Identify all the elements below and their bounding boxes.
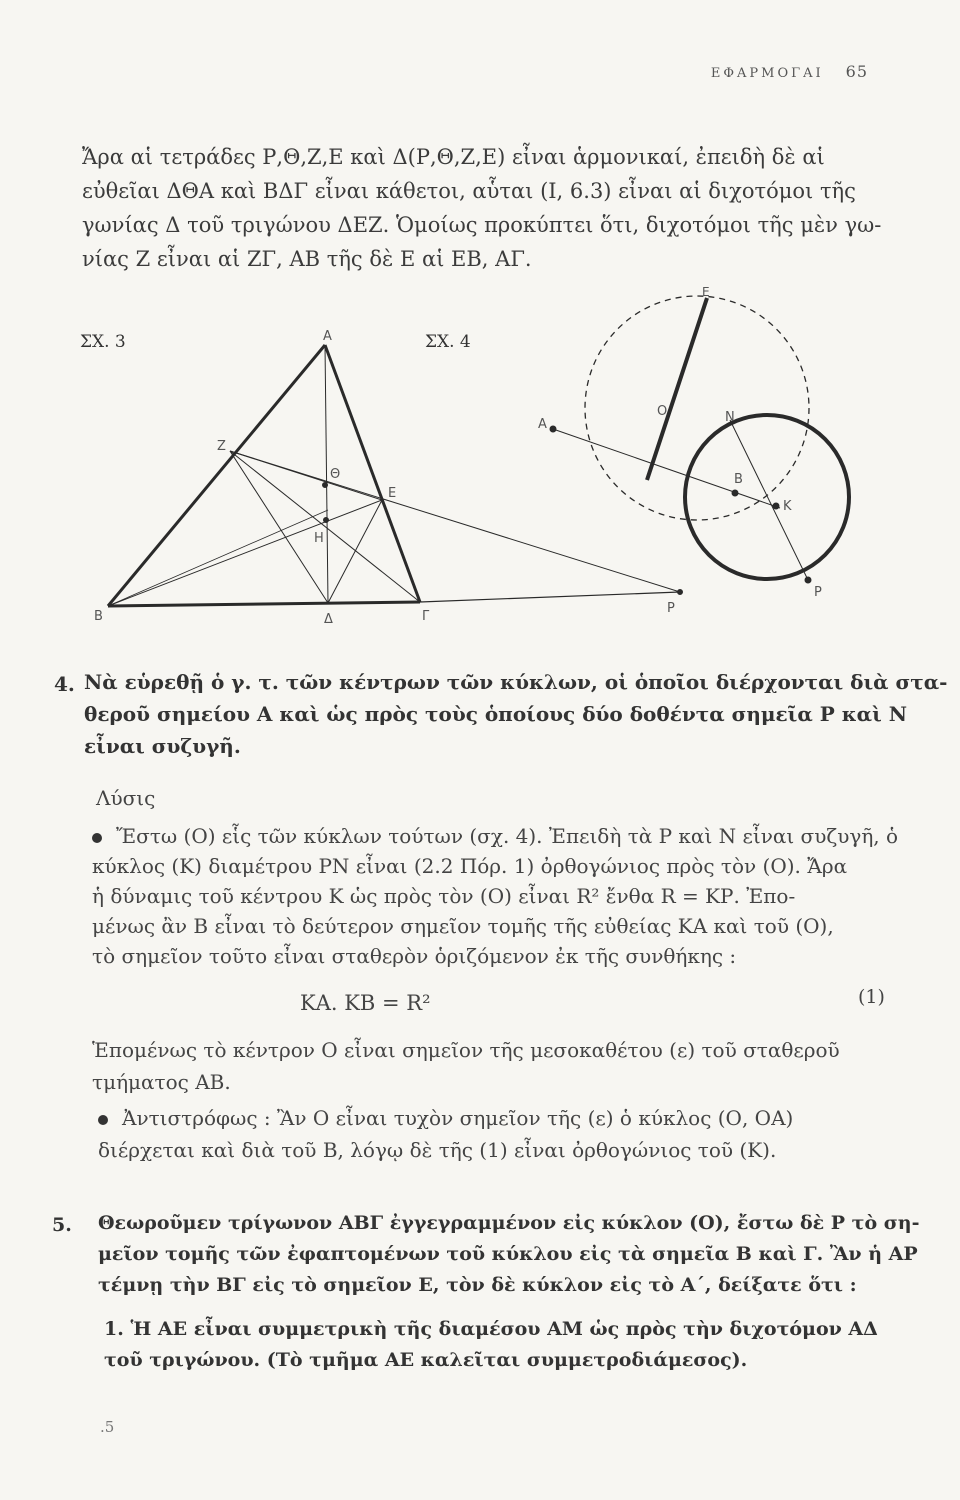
text-line: μεῖον τομῆς τῶν ἐφαπτομένων τοῦ κύκλου εἰς τὰ σημεῖα Β καὶ Γ. Ἂν ἡ ΑΡ bbox=[98, 1243, 918, 1265]
text-line: εἶναι συζυγῆ. bbox=[84, 734, 241, 758]
text-line: θεροῦ σημείου Α καὶ ὡς πρὸς τοὺς ὁποίους δύο δοθέντα σημεῖα Ρ καὶ Ν bbox=[84, 702, 907, 726]
label-delta: Δ bbox=[324, 612, 333, 627]
page-number: 65 bbox=[845, 62, 868, 81]
line-AK bbox=[553, 429, 780, 508]
label-B: B bbox=[94, 609, 103, 624]
label-A: A bbox=[323, 329, 332, 344]
text-line: τοῦ τριγώνου. (Τὸ τμῆμα ΑΕ καλεῖται συμμετροδιάμεσος). bbox=[104, 1349, 748, 1371]
geometry-figures bbox=[80, 280, 900, 630]
text-line: εὐθεῖαι ΔΘΑ καὶ ΒΔΓ εἶναι κάθετοι, αὗται (Ι, 6.3) εἶναι αἱ διχοτόμοι τῆς bbox=[82, 179, 856, 203]
text-line: Νὰ εὑρεθῇ ὁ γ. τ. τῶν κέντρων τῶν κύκλων, οἱ ὁποῖοι διέρχονται διὰ στα- bbox=[84, 670, 948, 694]
side-BG bbox=[108, 602, 420, 606]
problem-number: 4. bbox=[54, 672, 75, 696]
label-O: O bbox=[657, 404, 668, 419]
text-line: ἡ δύναμις τοῦ κέντρου Κ ὡς πρὸς τὸν (Ο) εἶναι R² ἔνθα R = ΚΡ. Ἐπο- bbox=[92, 884, 796, 908]
text-line: Ἀντιστρόφως : Ἂν Ο εἶναι τυχὸν σημεῖον τῆς (ε) ὁ κύκλος (Ο, ΟΑ) bbox=[98, 1108, 898, 1128]
line-ZEP bbox=[230, 451, 680, 592]
point-B bbox=[732, 490, 738, 496]
point-theta bbox=[323, 483, 328, 488]
problem-number: 5. bbox=[52, 1214, 72, 1236]
equation: ΚΑ. ΚΒ = R² bbox=[300, 991, 431, 1015]
text-line: γωνίας Δ τοῦ τριγώνου ΔΕΖ. Ὁμοίως προκύπτει ὅτι, διχοτόμοι τῆς μὲν γω- bbox=[82, 213, 882, 237]
bullet-icon bbox=[92, 833, 102, 843]
text-line: 1. Ἡ ΑΕ εἶναι συμμετρικὴ τῆς διαμέσου ΑΜ ὡς πρὸς τὴν διχοτόμον ΑΔ bbox=[104, 1318, 878, 1340]
label-P: P bbox=[667, 601, 675, 616]
running-title: ΕΦΑΡΜΟΓΑΙ bbox=[710, 66, 824, 81]
bullet-icon bbox=[98, 1115, 108, 1125]
equation-number: (1) bbox=[858, 986, 885, 1008]
point-K bbox=[773, 503, 779, 509]
label-A4: A bbox=[538, 417, 547, 432]
text-line: νίας Ζ εἶναι αἱ ΖΓ, ΑΒ τῆς δὲ Ε αἱ ΕΒ, ΑΓ. bbox=[82, 247, 532, 271]
label-E4: E bbox=[702, 285, 710, 299]
solution-paragraph-3 bbox=[98, 1108, 898, 1172]
figure-3 bbox=[80, 329, 683, 627]
problem-statement bbox=[84, 672, 947, 768]
side-ZE bbox=[230, 451, 382, 500]
problem-5-item-1 bbox=[104, 1320, 878, 1382]
line-GP bbox=[420, 592, 680, 602]
diameter-NP bbox=[730, 420, 808, 580]
solution-heading: Λύσις bbox=[96, 786, 156, 810]
side-AB bbox=[108, 345, 325, 606]
label-Z: Z bbox=[217, 439, 226, 454]
fig3-caption: ΣΧ. 3 bbox=[80, 332, 126, 352]
text-line: μένως ἂν Β εἶναι τὸ δεύτερον σημεῖον τομῆς τῆς εὐθείας ΚΑ καὶ τοῦ (Ο), bbox=[92, 914, 834, 938]
footnote-mark: .5 bbox=[100, 1418, 115, 1436]
label-B4: B bbox=[734, 472, 743, 487]
text-line: διέρχεται καὶ διὰ τοῦ Β, λόγῳ δὲ τῆς (1) εἶναι ὀρθογώνιος τοῦ (Κ). bbox=[98, 1138, 777, 1162]
solution-paragraph-1 bbox=[92, 824, 899, 976]
label-N: N bbox=[725, 410, 735, 425]
text-line: Ἑπομένως τὸ κέντρον Ο εἶναι σημεῖον τῆς μεσοκαθέτου (ε) τοῦ σταθεροῦ bbox=[92, 1038, 840, 1062]
figure-4 bbox=[425, 285, 849, 600]
text-line: τὸ σημεῖον τοῦτο εἶναι σταθερὸν ὁριζόμενον ἐκ τῆς συνθήκης : bbox=[92, 944, 737, 968]
cevian-BE bbox=[108, 500, 382, 606]
running-header bbox=[711, 62, 868, 81]
label-P4: P bbox=[814, 585, 822, 600]
intro-paragraph bbox=[82, 147, 882, 283]
solution-paragraph-2 bbox=[92, 1040, 892, 1104]
label-theta: Θ bbox=[330, 467, 341, 482]
line-BH bbox=[108, 510, 328, 606]
point-A bbox=[550, 426, 556, 432]
side-ED bbox=[328, 500, 382, 603]
point-P4 bbox=[805, 577, 811, 583]
text-line: Ἄρα αἱ τετράδες Ρ,Θ,Ζ,Ε καὶ Δ(Ρ,Θ,Ζ,Ε) εἶναι ἁρμονικαί, ἐπειδὴ δὲ αἱ bbox=[82, 145, 825, 169]
point-P bbox=[678, 590, 683, 595]
label-E: E bbox=[388, 486, 397, 501]
text-line: τμήματος ΑΒ. bbox=[92, 1070, 231, 1094]
label-H: H bbox=[314, 531, 324, 546]
text-line: Θεωροῦμεν τρίγωνον ΑΒΓ ἐγγεγραμμένον εἰς κύκλον (Ο), ἔστω δὲ Ρ τὸ ση- bbox=[98, 1212, 920, 1234]
problem-statement bbox=[98, 1214, 919, 1307]
altitude-AD bbox=[325, 345, 328, 603]
label-K: K bbox=[783, 499, 792, 514]
label-gamma: Γ bbox=[422, 609, 430, 624]
text-line: Ἔστω (Ο) εἷς τῶν κύκλων τούτων (σχ. 4). Ἐπειδὴ τὰ Ρ καὶ Ν εἶναι συζυγῆ, ὁ bbox=[92, 826, 892, 846]
text-line: κύκλος (Κ) διαμέτρου ΡΝ εἶναι (2.2 Πόρ. 1) ὀρθογώνιος πρὸς τὸν (Ο). Ἄρα bbox=[92, 854, 848, 878]
point-H bbox=[324, 518, 329, 523]
fig4-caption: ΣΧ. 4 bbox=[425, 332, 471, 352]
text-line: τέμνῃ τὴν ΒΓ εἰς τὸ σημεῖον Ε, τὸν δὲ κύκλον εἰς τὸ Α΄, δείξατε ὅτι : bbox=[98, 1274, 857, 1296]
